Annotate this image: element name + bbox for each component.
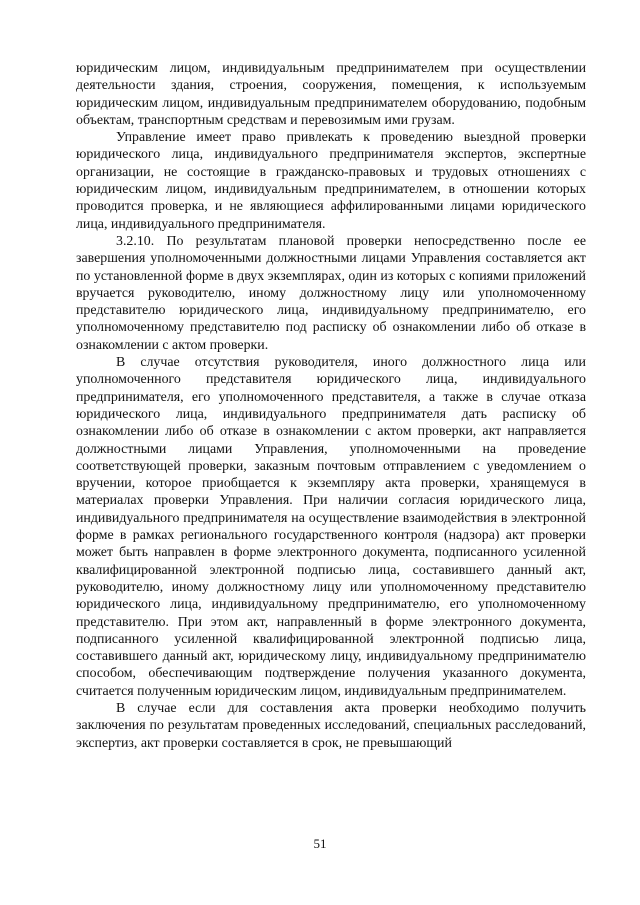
paragraph-experts: Управление имеет право привлекать к проведению выездной проверки юридического лица, индивидуального предпринимателя экспертов, экспертные организации, не состоящие в гражданско-правовых и трудовых отношениях с юридическим лицом, индивидуальным предпринимателем, в отношении которых проводится проверка, и не являющиеся аффилированными лицами юридического лица, индивидуального предпринимателя. (76, 130, 586, 232)
paragraph-continuation: юридическим лицом, индивидуальным предпринимателем при осуществлении деятельности здания, строения, сооружения, помещения, к используемым юридическим лицом, индивидуальным предпринимателем оборудованию, подобным объектам, транспортным средствам и перевозимым ими грузам. (76, 61, 586, 128)
page-number: 51 (313, 836, 327, 851)
paragraph-3-2-10: 3.2.10. По результатам плановой проверки непосредственно после ее завершения уполномоченными должностными лицами Управления составляется акт по установленной форме в двух экземплярах, один из которых с копиями приложений вручается руководителю, иному должностному лицу или уполномоченному представителю юридического лица, индивидуальному предпринимателю, его уполномоченному представителю под расписку об ознакомлении либо об отказе в ознакомлении с актом проверки. (76, 233, 586, 353)
page-body-text (76, 60, 586, 752)
paragraph-absence-of-head: В случае отсутствия руководителя, иного должностного лица или уполномоченного представителя юридического лица, индивидуального предпринимателя, его уполномоченного представителя, а также в случае отказа юридического лица, индивидуального предпринимателя дать расписку об ознакомлении либо об отказе в ознакомлении с актом проверки, акт направляется должностными лицами Управления, уполномоченными на проведение соответствующей проверки, заказным почтовым отправлением с уведомлением о вручении, которое приобщается к экземпляру акта проверки, хранящемуся в материалах проверки Управления. При наличии согласия юридического лица, индивидуального предпринимателя на осуществление взаимодействия в электронной форме в рамках регионального государственного контроля (надзора) акт проверки может быть направлен в форме электронного документа, подписанного усиленной квалифицированной электронной подписью лица, составившего данный акт, руководителю, иному должностному лицу или уполномоченному представителю юридического лица, индивидуальному предпринимателю, его уполномоченному представителю. При этом акт, направленный в форме электронного документа, подписанного усиленной квалифицированной электронной подписью лица, составившего данный акт, юридическому лицу, индивидуальному предпринимателю способом, обеспечивающим подтверждение получения указанного документа, считается полученным юридическим лицом, индивидуальным предпринимателем. (76, 355, 586, 699)
paragraph-expert-conclusions: В случае если для составления акта проверки необходимо получить заключения по результатам проведенных исследований, специальных расследований, экспертиз, акт проверки составляется в срок, не превышающий (76, 700, 586, 751)
